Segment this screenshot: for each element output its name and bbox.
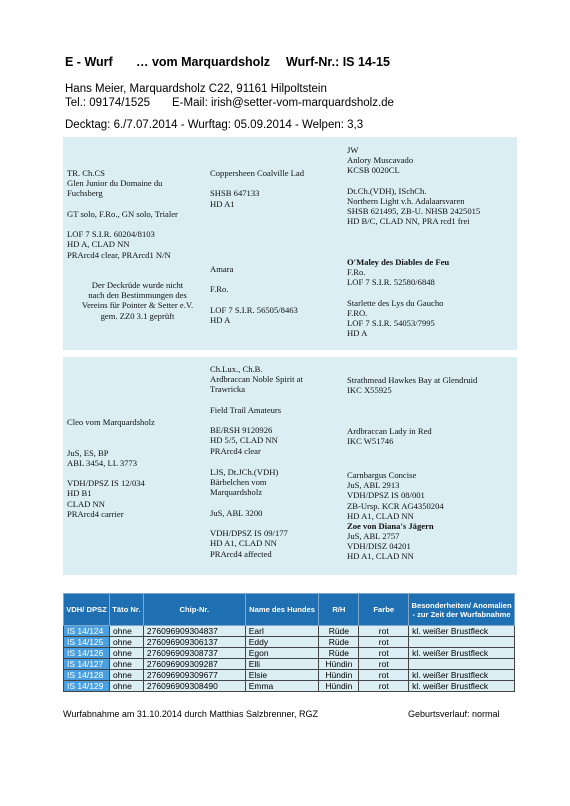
pedigree-line [210,295,298,305]
table-row [64,637,515,648]
sire-grandparents-maternal [347,267,443,338]
pedigree-line: Starlette des Lys du Gaucho [347,297,444,308]
pedigree-line: Carnbargus Concise [347,470,417,480]
pedigree-line: Vereins für Pointer & Setter e.V. [81,300,194,311]
table-cell: Hündin [319,681,359,692]
table-cell: ohne [109,626,143,637]
pedigree-line: KCSB 0020CL [347,165,400,176]
pedigree-line: HD A1, CLAD NN [210,538,277,549]
pedigree-line: TR. Ch.CS [67,168,105,178]
pedigree-line: Northern Light v.h. Adalaarsvaren [347,196,465,207]
litter-number: Wurf-Nr.: IS 14-15 [286,55,390,69]
pedigree-line: Cleo vom Marquardsholz [67,417,155,427]
col-header-color: Farbe [359,594,409,626]
email: E-Mail: irish@setter-vom-marquardsholz.de [172,97,394,109]
pedigree-line: Fuchsberg [67,188,103,199]
table-cell: 276096909309677 [143,670,245,681]
pedigree-line: HD A, CLAD NN [67,239,130,250]
sire-info [67,168,178,260]
pedigree-line: SHSB 647133 [210,188,260,199]
pedigree-line: Bärbelchen vom [210,477,267,488]
pedigree-line: VDH/DISZ 04201 [347,541,411,552]
table-cell: rot [359,681,409,692]
pedigree-line: Ardbraccan Lady in Red [347,426,432,437]
pedigree-line: VDH/DPSZ IS 09/177 [210,528,288,539]
pedigree-line: Coppersheen Coalville Lad [210,168,305,178]
phone: Tel.: 09174/1525 [65,97,151,109]
table-cell: kl. weißer Brustfleck [409,670,515,681]
table-cell [409,637,515,648]
sire-grandparents-paternal [347,145,480,227]
table-cell: Hündin [319,670,359,681]
pedigree-line: VDH/DPSZ IS 08/001 [347,490,425,501]
table-cell: rot [359,626,409,637]
dam-grandmother-maternal: Zoe von Diana's Jägern [347,521,434,531]
pedigree-line: PRArcd4 clear, PRArcd1 N/N [67,249,171,260]
pedigree-line: HD A [347,328,368,339]
table-cell: IS 14/125 [64,637,110,648]
table-cell: Hündin [319,659,359,670]
dam-info [67,417,155,519]
pedigree-line [67,219,178,229]
pedigree-line: GT solo, F.Ro., GN solo, Trialer [67,208,178,219]
pedigree-line: HD B/C, CLAD NN, PRA rcd1 frei [347,216,470,227]
pedigree-line: PRArcd4 carrier [67,508,124,519]
pedigree-line: LJS, Dt.JCh.(VDH) [210,467,279,477]
pedigree-line [347,176,480,186]
table-cell: Earl [245,626,319,637]
table-cell: Egon [245,648,319,659]
pedigree-line: HD A1 [210,198,235,209]
pedigree-line: PRArcd4 affected [210,548,272,559]
table-cell: 276096909308490 [143,681,245,692]
pedigree-line: Field Trail Amateurs [210,404,282,415]
table-cell: ohne [109,637,143,648]
table-cell: ohne [109,670,143,681]
pedigree-line: JuS, ABL 3200 [210,507,263,518]
pedigree-line: JW [347,145,359,155]
pedigree-line [347,287,443,297]
pedigree-line [67,437,155,447]
pedigree-line: HD 5/5, CLAD NN [210,435,278,446]
pedigree-line: Ardbraccan Noble Spirit at [210,374,303,385]
pedigree-line [67,199,178,209]
pedigree-line: LOF 7 S.I.R. 56505/8463 [210,304,298,315]
table-cell: 276096909309287 [143,659,245,670]
table-cell: IS 14/126 [64,648,110,659]
pedigree-line [67,427,155,437]
table-cell: rot [359,648,409,659]
litter-dates: Decktag: 6./7.07.2014 - Wurftag: 05.09.2014 - Welpen: 3,3 [65,119,364,131]
dam-grandparents-maternal-1 [347,470,444,521]
pedigree-line: LOF 7 S.I.R. 54053/7995 [347,318,435,329]
pedigree-line: Trawricka [210,384,246,395]
litter-label: E - Wurf [65,55,113,69]
col-header-vdh: VDH/ DPSZ [64,594,110,626]
pedigree-line: VDH/DPSZ IS 12/034 [67,478,145,489]
pedigree-line [210,415,303,425]
pedigree-line: HD A1, CLAD NN [347,551,414,562]
table-header-row [64,594,515,626]
table-cell [409,659,515,670]
table-cell: rot [359,659,409,670]
pedigree-line: HD A1, CLAD NN [347,510,414,521]
pedigree-line: Ch.Lux., Ch.B. [210,364,263,374]
pedigree-line: Marquardsholz [210,487,263,498]
table-cell: 276096909308737 [143,648,245,659]
sire-note [67,280,208,321]
pedigree-line: BE/RSH 9120926 [210,425,273,436]
table-cell: kl. weißer Brustfleck [409,648,515,659]
pedigree-line: LOF 7 S.I.R. 52580/6848 [347,277,435,288]
pedigree-line: CLAD NN [67,498,105,509]
table-cell: IS 14/124 [64,626,110,637]
col-header-sex: R/H [319,594,359,626]
table-cell: kl. weißer Brustfleck [409,681,515,692]
table-cell: 276096909306137 [143,637,245,648]
table-cell: Eddy [245,637,319,648]
sire-mother [210,264,298,325]
pedigree-line: IKC W51746 [347,436,394,447]
birth-course: Geburtsverlauf: normal [408,709,500,719]
pedigree-line: HD A [210,315,231,326]
table-row [64,659,515,670]
table-cell: Emma [245,681,319,692]
kennel-name: … vom Marquardsholz [136,55,271,69]
inspection-note: Wurfabnahme am 31.10.2014 durch Matthias Salzbrenner, RGZ [63,709,318,719]
table-row [64,626,515,637]
table-cell: kl. weißer Brustfleck [409,626,515,637]
pedigree-line: Amara [210,264,234,274]
pedigree-line [347,395,477,405]
pedigree-line: ABL 3454, LL 3773 [67,457,138,468]
sire-grandfather-maternal: O'Maley des Diables de Feu [347,257,450,267]
pedigree-line [347,416,477,426]
pedigree-line [210,498,288,508]
table-row [64,670,515,681]
pedigree-line: JuS, ES, BP [67,447,109,458]
table-cell: rot [359,670,409,681]
table-cell: IS 14/128 [64,670,110,681]
pedigree-line: HD B1 [67,488,92,499]
pedigree-line [210,518,288,528]
pedigree-line: PRArcd4 clear [210,445,261,456]
pedigree-line: Glen Junior du Domaine du [67,178,163,189]
col-header-name: Name des Hundes [245,594,319,626]
pedigree-line [67,468,155,478]
table-cell: Rüde [319,648,359,659]
dam-grandparents-paternal [347,375,477,446]
pedigree-line: Dt.Ch.(VDH), ISchCh. [347,185,427,196]
table-cell: Elli [245,659,319,670]
col-header-taeto: Täto Nr. [109,594,143,626]
table-cell: ohne [109,648,143,659]
pedigree-line: JuS, ABL 2757 [347,531,400,541]
table-cell: Elsie [245,670,319,681]
pedigree-line [210,395,303,405]
pedigree-line: Der Deckrüde wurde nicht [91,280,184,290]
pedigree-line: SHSB 621495, ZB-U. NHSB 2425015 [347,206,481,217]
pedigree-line: F.Ro. [210,284,229,295]
dam-father [210,364,303,456]
pedigree-line: F.RO. [347,307,368,318]
pedigree-line: LOF 7 S.I.R. 60204/8103 [67,229,155,240]
pedigree-line: Strathmead Hawkes Bay at Glendruid [347,375,478,385]
table-cell: ohne [109,659,143,670]
pedigree-line [347,406,477,416]
pedigree-line: Anlory Muscavado [347,155,414,166]
table-cell: 276096909304837 [143,626,245,637]
table-cell: ohne [109,681,143,692]
col-header-chip: Chip-Nr. [143,594,245,626]
table-cell: rot [359,637,409,648]
pedigree-line: IKC X55925 [347,385,392,396]
pedigree-line [210,178,304,188]
pedigree-line: nach den Bestimmungen des [88,290,187,301]
dam-grandparents-maternal-2 [347,531,414,562]
col-header-notes: Besonderheiten/ Anomalien - zur Zeit der Wurfabnahme [409,594,515,626]
sire-father [210,168,304,209]
table-cell: IS 14/129 [64,681,110,692]
pedigree-line [210,274,298,284]
table-cell: IS 14/127 [64,659,110,670]
pedigree-line: ZB-Ursp. KCR AG4350204 [347,500,444,511]
table-cell: Rüde [319,637,359,648]
pedigree-line: F.Ro. [347,267,366,277]
pedigree-line: gem. ZZ0 3.1 geprüft [100,310,175,321]
table-row [64,681,515,692]
table-cell: Rüde [319,626,359,637]
breeder-address: Hans Meier, Marquardsholz C22, 91161 Hilpoltstein [65,83,327,95]
puppy-table [63,593,515,692]
dam-mother [210,467,288,559]
pedigree-line: JuS, ABL 2913 [347,480,400,491]
table-row [64,648,515,659]
